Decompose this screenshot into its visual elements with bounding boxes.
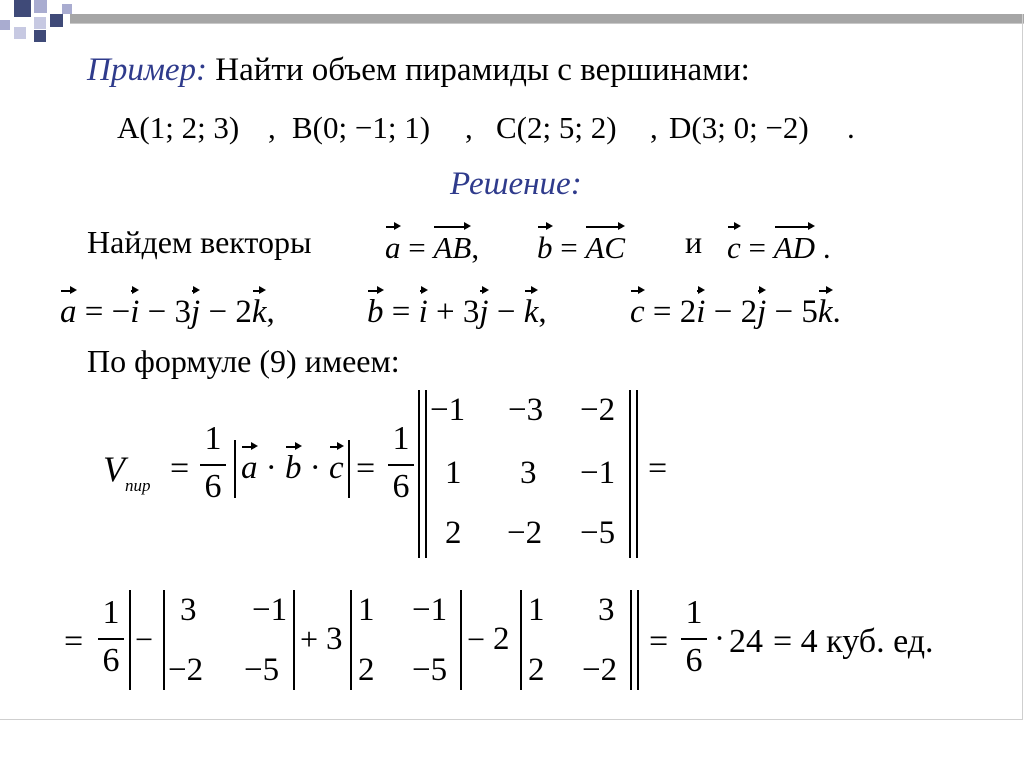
minor-cell: −5	[412, 652, 448, 688]
corner-square-decoration	[34, 30, 46, 42]
fraction-one-sixth: 1 6	[96, 594, 126, 694]
vector-a-decomposition: a = −i − 3j − 2k ,	[60, 294, 275, 331]
and-text: и	[685, 224, 703, 260]
corner-square-decoration	[34, 0, 47, 13]
volume-symbol: V	[103, 449, 125, 489]
minor-cell: 2	[358, 652, 375, 688]
vector-c-definition: c = AD .	[727, 230, 831, 266]
example-label: Пример:	[87, 52, 208, 88]
minor-bar	[293, 590, 295, 690]
det-cell: 3	[520, 455, 537, 491]
abs-bar-right	[637, 590, 639, 690]
det-cell: −5	[580, 515, 616, 551]
det-bar-right-outer	[636, 390, 638, 558]
vector-a-definition: a = AB ,	[385, 230, 479, 266]
minus-sign: −	[135, 621, 154, 657]
separator-period: .	[847, 110, 855, 145]
abs-bar-left	[129, 590, 131, 690]
final-result: = 4 куб. ед.	[773, 623, 934, 660]
vector-b-definition: b = AC	[537, 230, 625, 266]
minor-bar	[520, 590, 522, 690]
equals-sign: =	[648, 450, 668, 487]
corner-square-decoration	[50, 14, 63, 27]
minor-bar	[630, 590, 632, 690]
title-bar-decoration	[70, 14, 1024, 23]
det-cell: −2	[507, 515, 543, 551]
fraction-one-sixth: 1 6	[679, 594, 709, 694]
corner-square-decoration	[62, 4, 72, 14]
point-d: D(3; 0; −2)	[669, 110, 809, 145]
minor-cell: 1	[358, 592, 375, 628]
slide-border-bottom	[0, 719, 1022, 720]
mixed-product: a · b · c	[241, 450, 344, 487]
formula-intro-text: По формуле (9) имеем:	[87, 343, 400, 379]
det-cell: −1	[430, 392, 466, 428]
minor-cell: −2	[168, 652, 204, 688]
vector-c-decomposition: c = 2i − 2j − 5k .	[630, 294, 841, 331]
det-cell: −2	[580, 392, 616, 428]
minor-cell: 3	[180, 592, 197, 628]
det-bar-left-outer	[418, 390, 420, 558]
det-bar-right-inner	[629, 390, 631, 558]
minor-cell: 3	[598, 592, 615, 628]
separator-comma: ,	[465, 110, 473, 145]
equals-sign: =	[170, 450, 190, 487]
minor-bar	[460, 590, 462, 690]
solution-label: Решение:	[450, 166, 582, 202]
minus-sign: −	[467, 621, 486, 657]
example-task: Найти объем пирамиды с вершинами:	[215, 52, 750, 88]
abs-bar-right	[348, 440, 350, 498]
corner-square-decoration	[0, 20, 10, 30]
det-cell: −1	[580, 455, 616, 491]
minor-cell: 1	[528, 592, 545, 628]
abs-bar-left	[234, 440, 236, 498]
plus-sign: +	[300, 621, 319, 657]
point-a: A(1; 2; 3)	[117, 110, 240, 145]
det-cell: −3	[508, 392, 544, 428]
equals-sign: =	[64, 623, 84, 660]
slide-border-right	[1022, 14, 1023, 720]
example-heading	[87, 52, 750, 89]
fraction-one-sixth: 1 6	[386, 420, 416, 520]
minor-cell: −1	[252, 592, 288, 628]
minor-coefficient: 2	[493, 621, 510, 657]
point-b: B(0; −1; 1)	[292, 110, 431, 145]
equals-sign: =	[649, 623, 669, 660]
equals-sign: =	[356, 450, 376, 487]
minor-cell: −2	[582, 652, 618, 688]
vector-b-decomposition: b = i + 3j − k ,	[367, 294, 547, 331]
fraction-one-sixth: 1 6	[198, 420, 228, 520]
minor-coefficient: 3	[326, 621, 343, 657]
minor-cell: −1	[412, 592, 448, 628]
product-value: 24	[729, 623, 763, 660]
det-cell: 2	[445, 515, 462, 551]
minor-cell: −5	[244, 652, 280, 688]
find-vectors-text: Найдем векторы	[87, 224, 312, 260]
multiply-dot: ·	[714, 621, 725, 657]
corner-square-decoration	[14, 0, 31, 17]
minor-bar	[163, 590, 165, 690]
separator-comma: ,	[268, 110, 276, 145]
det-cell: 1	[445, 455, 462, 491]
volume-subscript: пир	[125, 476, 151, 495]
corner-square-decoration	[14, 27, 26, 39]
minor-bar	[350, 590, 352, 690]
det-bar-left-inner	[425, 390, 427, 558]
corner-square-decoration	[34, 17, 46, 29]
separator-comma: ,	[650, 110, 658, 145]
minor-cell: 2	[528, 652, 545, 688]
point-c: C(2; 5; 2)	[496, 110, 617, 145]
